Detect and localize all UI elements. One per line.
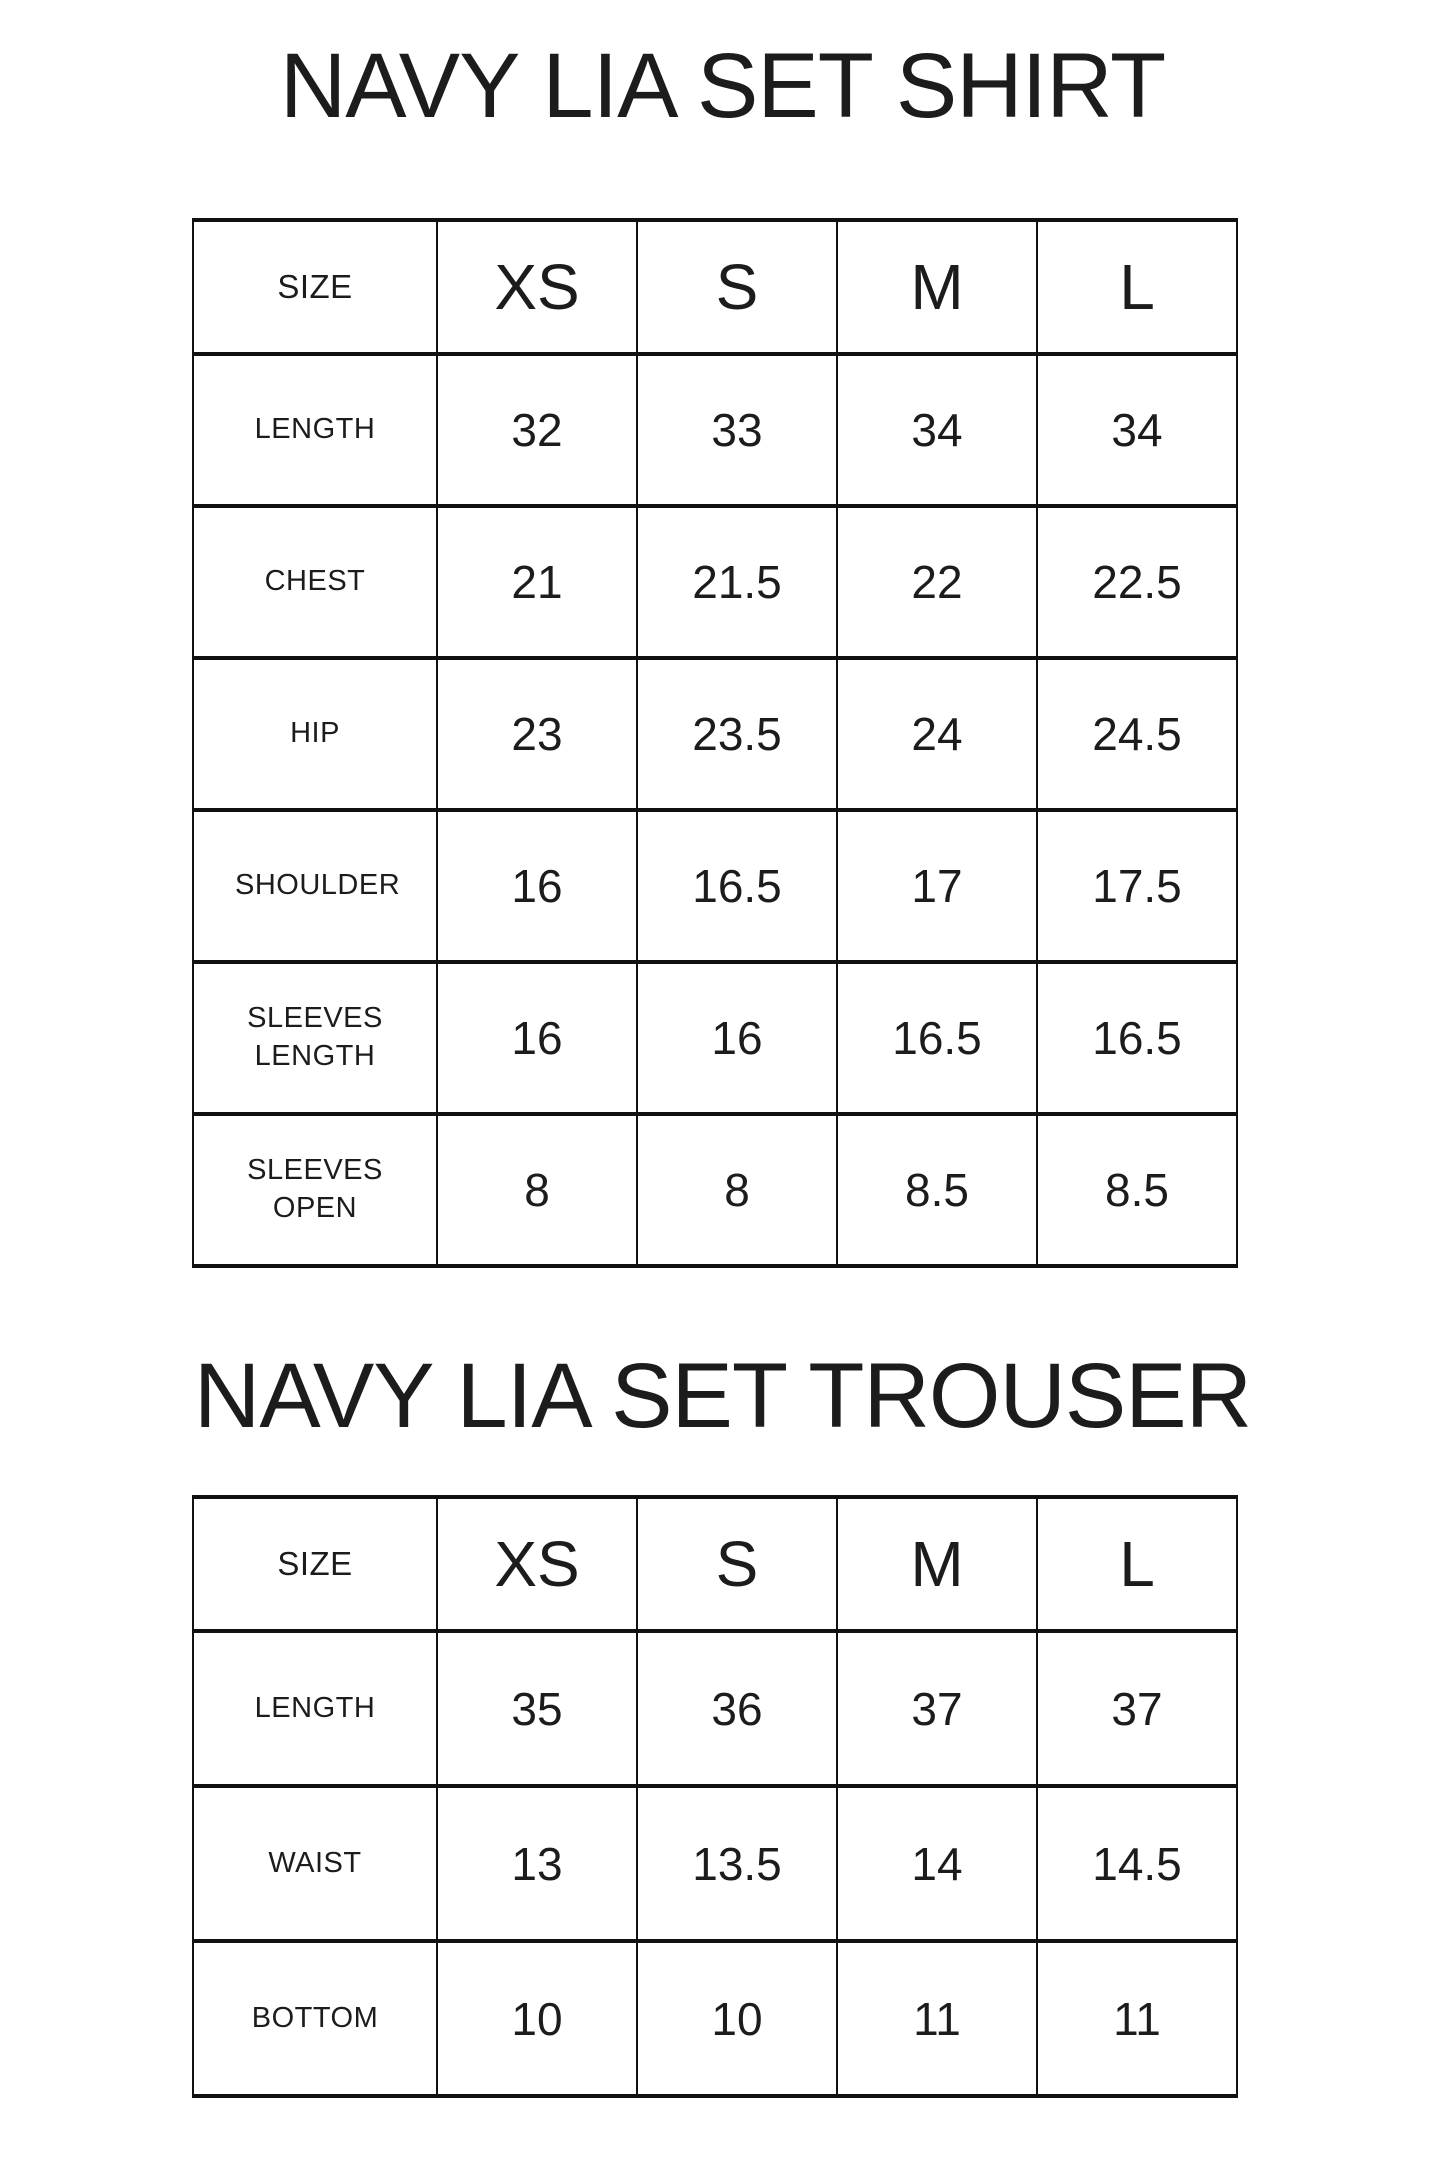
table-row <box>193 1497 1237 1631</box>
cell-value: 16.5 <box>637 810 837 962</box>
cell-value: 8 <box>437 1114 637 1266</box>
cell-value: 16 <box>437 810 637 962</box>
trouser-size-table <box>192 1495 1238 2098</box>
row-label <box>193 506 437 658</box>
size-header-label: SIZE <box>193 1497 437 1631</box>
table-row-length <box>193 354 1237 506</box>
cell-value: 21.5 <box>637 506 837 658</box>
row-label <box>193 658 437 810</box>
size-header-m: M <box>837 1497 1037 1631</box>
size-header-l: L <box>1037 220 1237 354</box>
cell-value: 16.5 <box>1037 962 1237 1114</box>
cell-value: 24 <box>837 658 1037 810</box>
row-label-text: WAIST <box>268 1846 362 1879</box>
row-label-text: BOTTOM <box>251 2001 379 2034</box>
table-row-shoulder <box>193 810 1237 962</box>
cell-value: 8.5 <box>1037 1114 1237 1266</box>
table-row-sleeves-length <box>193 962 1237 1114</box>
cell-value: 8 <box>637 1114 837 1266</box>
size-header-label: SIZE <box>193 220 437 354</box>
cell-value: 11 <box>1037 1941 1237 2096</box>
cell-value: 37 <box>837 1631 1037 1786</box>
row-label-text: SHOULDER <box>235 869 401 902</box>
row-label-text: SLEEVES LENGTH <box>247 1002 383 1072</box>
cell-value: 10 <box>637 1941 837 2096</box>
shirt-size-table <box>192 218 1238 1268</box>
row-label-text: CHEST <box>264 565 366 598</box>
row-label <box>193 810 437 962</box>
cell-value: 33 <box>637 354 837 506</box>
table-row-hip <box>193 658 1237 810</box>
cell-value: 10 <box>437 1941 637 2096</box>
cell-value: 16 <box>637 962 837 1114</box>
cell-value: 22 <box>837 506 1037 658</box>
cell-value: 17.5 <box>1037 810 1237 962</box>
cell-value: 14.5 <box>1037 1786 1237 1941</box>
cell-value: 34 <box>1037 354 1237 506</box>
table-row-sleeves-open <box>193 1114 1237 1266</box>
cell-value: 35 <box>437 1631 637 1786</box>
row-label-text: HIP <box>290 717 340 750</box>
row-label <box>193 1786 437 1941</box>
size-header-s: S <box>637 220 837 354</box>
cell-value: 17 <box>837 810 1037 962</box>
table-row-length <box>193 1631 1237 1786</box>
cell-value: 23 <box>437 658 637 810</box>
size-header-l: L <box>1037 1497 1237 1631</box>
cell-value: 24.5 <box>1037 658 1237 810</box>
cell-value: 22.5 <box>1037 506 1237 658</box>
cell-value: 36 <box>637 1631 837 1786</box>
cell-value: 32 <box>437 354 637 506</box>
cell-value: 11 <box>837 1941 1037 2096</box>
cell-value: 8.5 <box>837 1114 1037 1266</box>
size-header-xs: XS <box>437 1497 637 1631</box>
cell-value: 34 <box>837 354 1037 506</box>
cell-value: 16.5 <box>837 962 1037 1114</box>
table-row-chest <box>193 506 1237 658</box>
row-label <box>193 354 437 506</box>
table-row-bottom <box>193 1941 1237 2096</box>
size-header-xs: XS <box>437 220 637 354</box>
cell-value: 21 <box>437 506 637 658</box>
size-header-s: S <box>637 1497 837 1631</box>
size-header-m: M <box>837 220 1037 354</box>
row-label-text: LENGTH <box>254 1691 376 1724</box>
shirt-table-title: NAVY LIA SET SHIRT <box>279 35 1166 137</box>
cell-value: 13.5 <box>637 1786 837 1941</box>
cell-value: 37 <box>1037 1631 1237 1786</box>
trouser-table-title: NAVY LIA SET TROUSER <box>193 1345 1252 1447</box>
row-label-text: LENGTH <box>254 413 376 446</box>
row-label-text: SLEEVES OPEN <box>247 1154 383 1224</box>
cell-value: 14 <box>837 1786 1037 1941</box>
row-label <box>193 1114 437 1266</box>
cell-value: 13 <box>437 1786 637 1941</box>
row-label <box>193 962 437 1114</box>
table-row <box>193 220 1237 354</box>
table-row-waist <box>193 1786 1237 1941</box>
cell-value: 23.5 <box>637 658 837 810</box>
row-label <box>193 1941 437 2096</box>
cell-value: 16 <box>437 962 637 1114</box>
row-label <box>193 1631 437 1786</box>
